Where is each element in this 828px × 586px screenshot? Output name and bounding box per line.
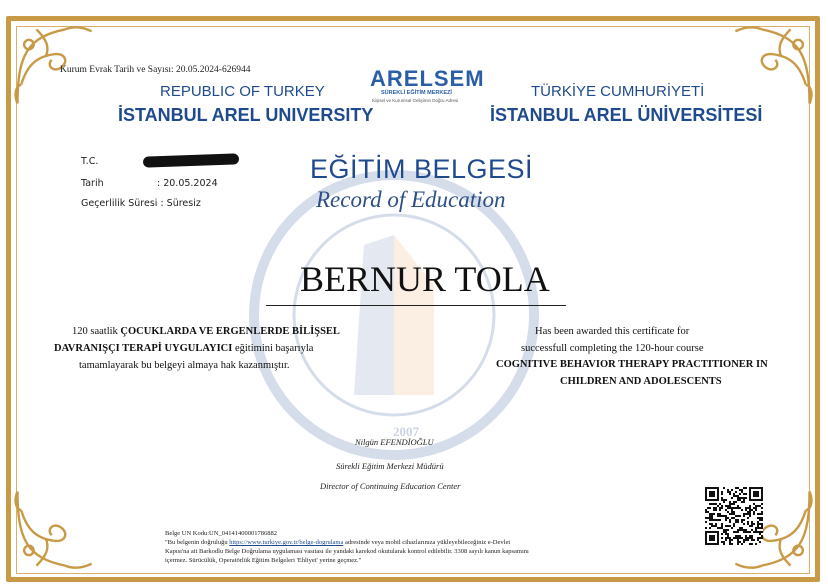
corner-ornament-icon xyxy=(724,18,819,113)
body-en-line2: successfull completing the 120-hour course xyxy=(521,343,704,354)
date-label: Tarih xyxy=(81,178,104,189)
footer-code: Belge UN Kodu:UN_04141400001786882 xyxy=(165,530,277,537)
qr-code-icon xyxy=(705,487,763,545)
left-header-country: REPUBLIC OF TURKEY xyxy=(160,83,325,100)
signatory-title-tr: Sürekli Eğitim Merkezi Müdürü xyxy=(336,461,444,471)
body-tr-line2: DAVRANIŞÇI TERAPİ UYGULAYICI eğitimini başarıyla xyxy=(54,343,314,354)
logo-name: ARELSEM xyxy=(370,66,485,91)
logo-tagline: Kişisel ve Kurumsal Gelişimin Doğru Adresi xyxy=(372,98,459,103)
signatory-title-en: Director of Continuing Education Center xyxy=(320,481,461,491)
body-en-line1: Has been awarded this certificate for xyxy=(535,326,690,337)
recipient-name: BERNUR TOLA xyxy=(300,259,550,299)
date-value: : 20.05.2024 xyxy=(157,178,218,189)
body-tr-line1: 120 saatlik ÇOCUKLARDA VE ERGENLERDE BİLİŞSEL xyxy=(72,326,340,337)
body-en-course-2: CHILDREN AND ADOLESCENTS xyxy=(560,376,722,387)
footer-line4: içermez. Sürücülük, Operatörlük Eğitim Belgeleri 'Ehliyet' yerine geçmez." xyxy=(165,557,362,564)
name-underline xyxy=(266,305,566,306)
right-header-university: İSTANBUL AREL ÜNİVERSİTESİ xyxy=(490,105,763,125)
body-tr-line3: tamamlayarak bu belgeyi almaya hak kazanmıştır. xyxy=(79,360,290,371)
certificate-title-tr: EĞİTİM BELGESİ xyxy=(310,154,534,184)
left-header-university: İSTANBUL AREL UNIVERSITY xyxy=(118,105,374,125)
footer-line3: Kapısı'na ait Barkodlu Belge Doğrulama uygulaması vasıtası ile yandaki karekod okutularak kontrol edilebilir. 3308 sayılı kanun kapsamını xyxy=(165,548,529,555)
document-reference: Kurum Evrak Tarih ve Sayısı: 20.05.2024-626944 xyxy=(60,65,251,75)
validity-period: Geçerlilik Süresi : Süresiz xyxy=(81,198,201,209)
watermark-year: 2007 xyxy=(393,424,419,439)
tc-label: T.C. xyxy=(81,156,99,167)
right-header-country: TÜRKİYE CUMHURİYETİ xyxy=(531,83,705,100)
signatory-name: Nilgün EFENDİOĞLU xyxy=(355,437,434,447)
corner-ornament-icon xyxy=(8,482,103,577)
certificate-title-en: Record of Education xyxy=(316,187,506,212)
footer-line2: "Bu belgenin doğruluğu https://www.turkiye.gov.tr/belge-dogrulama adresinde veya mobil cihazlarınıza yükleyebileceğiniz e-Devlet xyxy=(165,539,511,546)
body-en-course: COGNITIVE BEHAVIOR THERAPY PRACTITIONER IN xyxy=(496,359,768,370)
verification-link[interactable]: https://www.turkiye.gov.tr/belge-dogrulama xyxy=(229,539,344,546)
logo-subtitle: SÜREKLİ EĞİTİM MERKEZİ xyxy=(381,90,452,96)
